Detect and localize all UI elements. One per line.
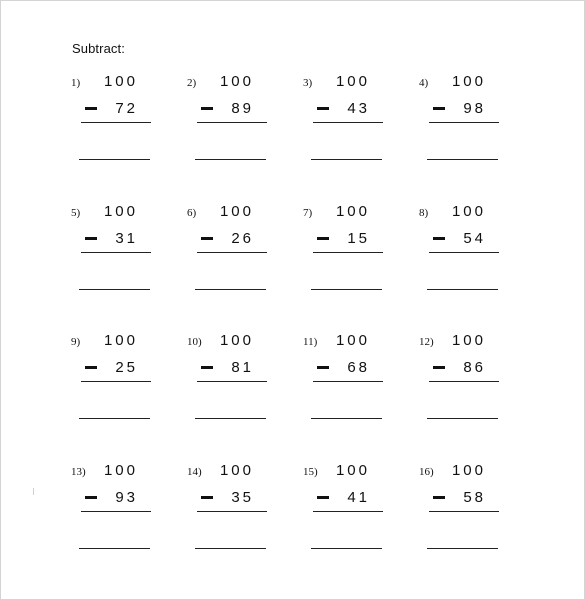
problem-7: [303, 203, 413, 313]
sum-rule: [429, 381, 499, 382]
answer-blank[interactable]: [79, 548, 150, 549]
minus-sign: [85, 496, 97, 499]
minuend: 100: [219, 332, 254, 349]
problem-number: 8): [419, 207, 429, 219]
problem-number: 13): [71, 466, 86, 478]
problem-5: [71, 203, 181, 313]
answer-blank[interactable]: [195, 418, 266, 419]
minuend: 100: [219, 203, 254, 220]
problem-number: 9): [71, 336, 81, 348]
answer-blank[interactable]: [427, 289, 498, 290]
minuend: 100: [335, 332, 370, 349]
problem-number: 5): [71, 207, 81, 219]
minus-sign: [85, 237, 97, 240]
sum-rule: [197, 511, 267, 512]
answer-blank[interactable]: [195, 548, 266, 549]
answer-blank[interactable]: [427, 548, 498, 549]
answer-blank[interactable]: [311, 548, 382, 549]
problem-10: [187, 332, 297, 442]
answer-blank[interactable]: [427, 418, 498, 419]
minuend: 100: [335, 73, 370, 90]
answer-blank[interactable]: [195, 159, 266, 160]
minus-sign: [317, 366, 329, 369]
problem-13: [71, 462, 181, 572]
sum-rule: [197, 122, 267, 123]
answer-blank[interactable]: [79, 418, 150, 419]
subtrahend: 41: [347, 489, 370, 506]
minuend: 100: [103, 203, 138, 220]
sum-rule: [81, 381, 151, 382]
sum-rule: [313, 511, 383, 512]
subtrahend: 26: [231, 230, 254, 247]
minus-sign: [433, 496, 445, 499]
subtrahend: 89: [231, 100, 254, 117]
answer-blank[interactable]: [311, 289, 382, 290]
problem-12: [419, 332, 529, 442]
sum-rule: [81, 122, 151, 123]
subtrahend: 43: [347, 100, 370, 117]
minuend: 100: [451, 203, 486, 220]
problem-1: [71, 73, 181, 183]
minuend: 100: [103, 332, 138, 349]
minuend: 100: [335, 203, 370, 220]
subtrahend: 81: [231, 359, 254, 376]
problem-4: [419, 73, 529, 183]
sum-rule: [197, 252, 267, 253]
minus-sign: [433, 107, 445, 110]
problem-11: [303, 332, 413, 442]
minus-sign: [201, 496, 213, 499]
minus-sign: [85, 366, 97, 369]
minuend: 100: [451, 73, 486, 90]
answer-blank[interactable]: [311, 159, 382, 160]
problem-9: [71, 332, 181, 442]
sum-rule: [429, 122, 499, 123]
minus-sign: [433, 366, 445, 369]
problem-8: [419, 203, 529, 313]
margin-mark: [33, 488, 34, 495]
problem-number: 12): [419, 336, 434, 348]
subtrahend: 31: [115, 230, 138, 247]
subtrahend: 58: [463, 489, 486, 506]
problem-number: 3): [303, 77, 313, 89]
subtrahend: 98: [463, 100, 486, 117]
problem-number: 1): [71, 77, 81, 89]
minuend: 100: [219, 73, 254, 90]
minus-sign: [201, 107, 213, 110]
subtrahend: 54: [463, 230, 486, 247]
problem-2: [187, 73, 297, 183]
problem-number: 14): [187, 466, 202, 478]
problem-number: 7): [303, 207, 313, 219]
minuend: 100: [103, 73, 138, 90]
subtrahend: 35: [231, 489, 254, 506]
problem-16: [419, 462, 529, 572]
answer-blank[interactable]: [79, 159, 150, 160]
minuend: 100: [451, 332, 486, 349]
sum-rule: [429, 252, 499, 253]
minus-sign: [85, 107, 97, 110]
minuend: 100: [335, 462, 370, 479]
minus-sign: [201, 237, 213, 240]
problem-15: [303, 462, 413, 572]
sum-rule: [313, 252, 383, 253]
worksheet-heading: Subtract:: [72, 41, 125, 56]
answer-blank[interactable]: [79, 289, 150, 290]
sum-rule: [313, 381, 383, 382]
minus-sign: [317, 496, 329, 499]
sum-rule: [81, 511, 151, 512]
problem-number: 4): [419, 77, 429, 89]
answer-blank[interactable]: [427, 159, 498, 160]
answer-blank[interactable]: [195, 289, 266, 290]
minuend: 100: [219, 462, 254, 479]
subtrahend: 68: [347, 359, 370, 376]
minus-sign: [317, 107, 329, 110]
minuend: 100: [103, 462, 138, 479]
problem-14: [187, 462, 297, 572]
problem-number: 11): [303, 336, 318, 348]
problem-number: 10): [187, 336, 202, 348]
problem-3: [303, 73, 413, 183]
subtrahend: 86: [463, 359, 486, 376]
problem-number: 6): [187, 207, 197, 219]
problem-number: 16): [419, 466, 434, 478]
subtrahend: 15: [347, 230, 370, 247]
minus-sign: [433, 237, 445, 240]
problem-6: [187, 203, 297, 313]
problem-number: 15): [303, 466, 318, 478]
subtrahend: 25: [115, 359, 138, 376]
sum-rule: [81, 252, 151, 253]
sum-rule: [429, 511, 499, 512]
minuend: 100: [451, 462, 486, 479]
sum-rule: [197, 381, 267, 382]
subtrahend: 72: [115, 100, 138, 117]
minus-sign: [317, 237, 329, 240]
subtrahend: 93: [115, 489, 138, 506]
sum-rule: [313, 122, 383, 123]
problem-number: 2): [187, 77, 197, 89]
answer-blank[interactable]: [311, 418, 382, 419]
minus-sign: [201, 366, 213, 369]
